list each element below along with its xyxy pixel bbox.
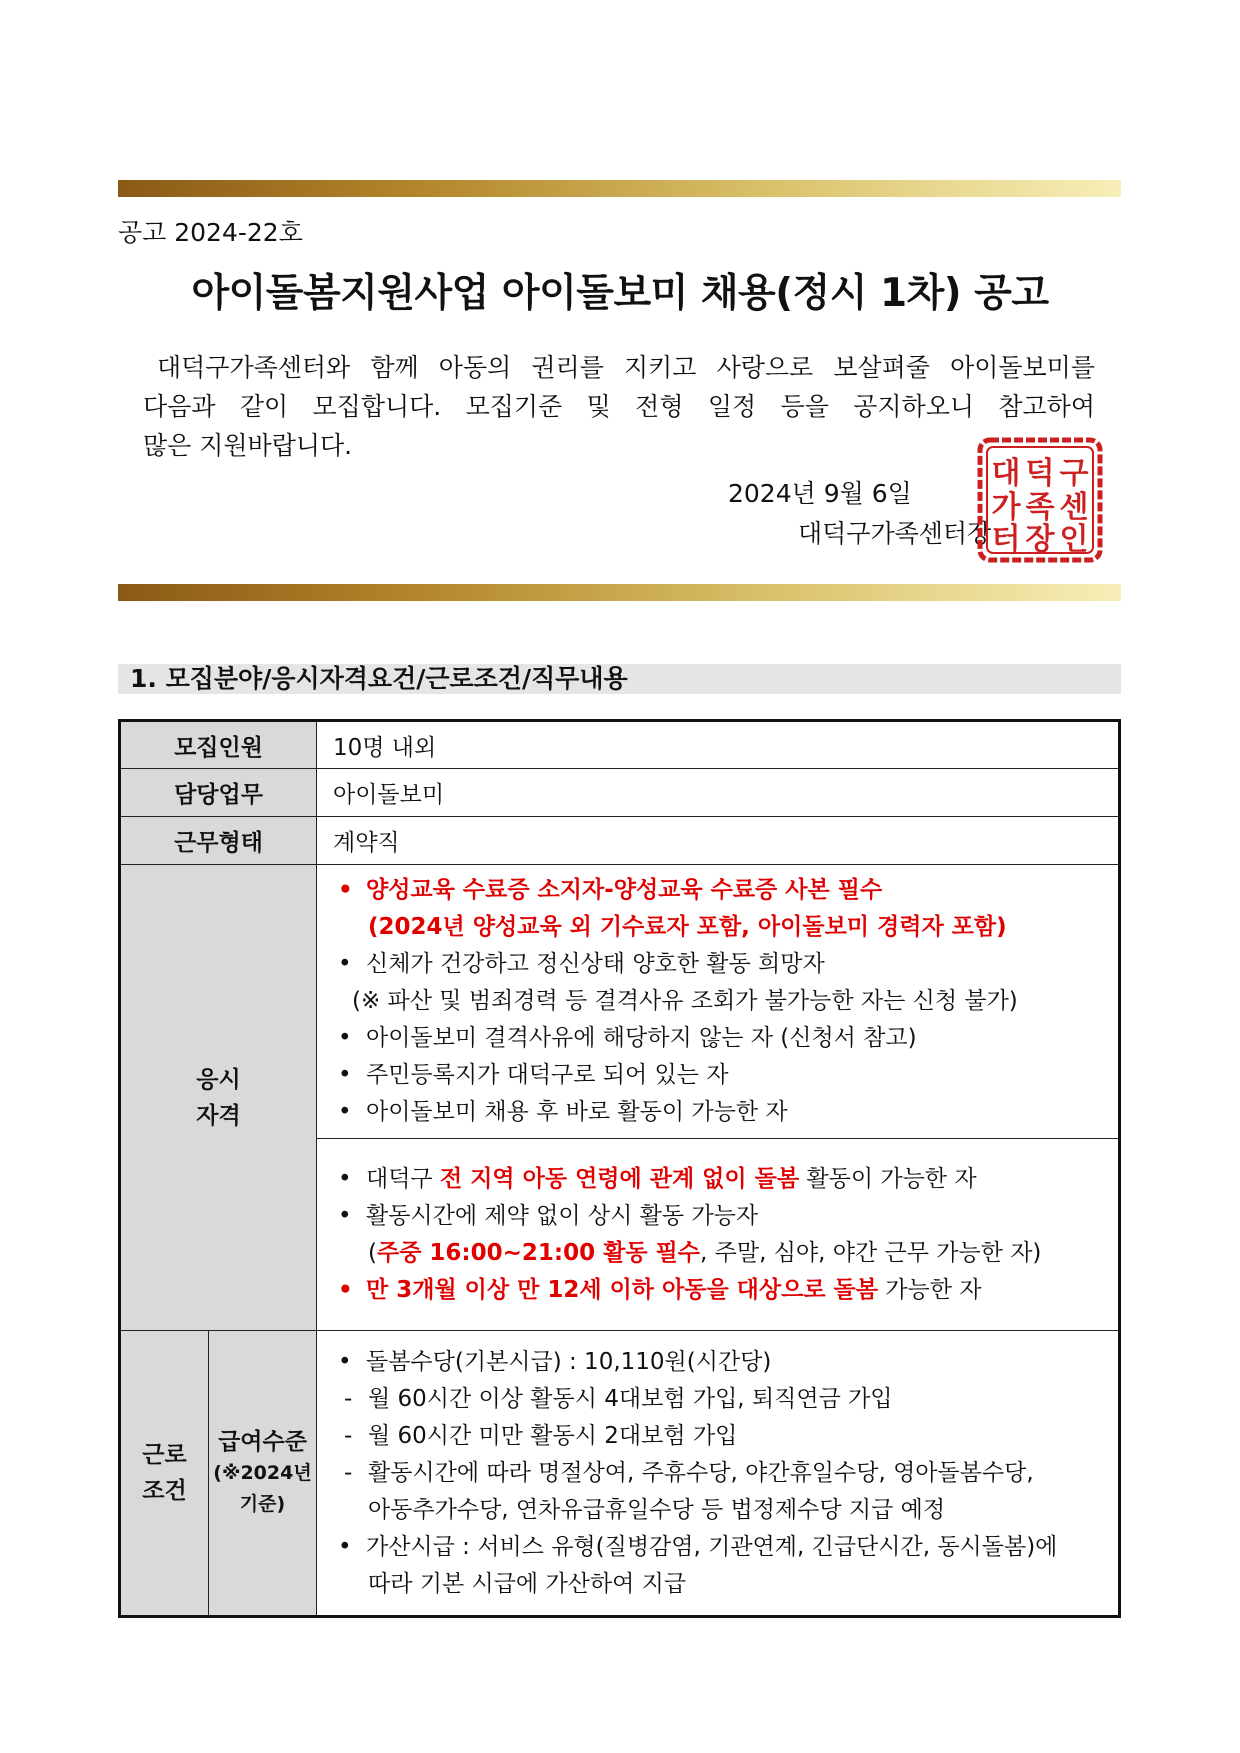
duty-value: 아이돌보미 xyxy=(317,769,1120,817)
list-item: • 가산시급 : 서비스 유형(질병감염, 기관연계, 긴급단시간, 동시돌봄)에 xyxy=(338,1533,1058,1560)
row-work-type xyxy=(120,817,1120,865)
list-item: - 활동시간에 따라 명절상여, 주휴수당, 야간휴일수당, 영아돌봄수당, xyxy=(344,1459,1034,1486)
list-item: (주중 16:00~21:00 활동 필수, 주말, 심야, 야간 근무 가능한 자) xyxy=(368,1239,1042,1266)
list-item: • 활동시간에 제약 없이 상시 활동 가능자 xyxy=(338,1202,759,1229)
working-label-line-1: 근로 xyxy=(142,1442,187,1468)
qualification-label xyxy=(120,865,317,1331)
intro-line-3: 많은 지원바랍니다. xyxy=(143,431,353,460)
page-title: 아이돌봄지원사업 아이돌보미 채용(정시 1차) 공고 xyxy=(191,271,1049,316)
section-1-heading: 1. 모집분야/응시자격요건/근로조건/직무내용 xyxy=(118,664,1121,694)
list-item: - 월 60시간 미만 활동시 2대보험 가입 xyxy=(344,1422,738,1449)
seal-char: 장 xyxy=(1025,522,1055,557)
list-item: - 월 60시간 이상 활동시 4대보험 가입, 퇴직연금 가입 xyxy=(344,1385,893,1412)
qualification-label-line-2: 자격 xyxy=(196,1102,241,1129)
organization-name: 대덕구가족센터장 xyxy=(798,519,992,548)
row-duty xyxy=(120,769,1120,817)
salary-details xyxy=(317,1331,1120,1617)
salary-label xyxy=(209,1331,317,1617)
qualification-label-line-1: 응시 xyxy=(196,1066,241,1093)
seal-char: 대 xyxy=(991,456,1021,491)
intro-line-2: 다음과 같이 모집합니다. 모집기준 및 전형 일정 등을 공지하오니 참고하여 xyxy=(143,392,1095,421)
intro-paragraph xyxy=(143,348,1095,465)
seal-char: 인 xyxy=(1059,522,1089,557)
list-item: (※ 파산 및 범죄경력 등 결격사유 조회가 불가능한 자는 신청 불가) xyxy=(352,988,1018,1014)
seal-char: 가 xyxy=(991,490,1021,525)
list-item: • 양성교육 수료증 소지자-양성교육 수료증 사본 필수 xyxy=(338,877,883,903)
intro-line-1: 대덕구가족센터와 함께 아동의 권리를 지키고 사랑으로 보살펴줄 아이돌보미를 xyxy=(157,353,1095,382)
row-recruit-count xyxy=(120,721,1120,769)
seal-char: 덕 xyxy=(1025,456,1055,491)
recruit-label: 모집인원 xyxy=(120,721,317,769)
list-item: 아동추가수당, 연차유급휴일수당 등 법정제수당 지급 예정 xyxy=(368,1496,946,1523)
row-working-conditions xyxy=(120,1331,1120,1617)
list-item: 따라 기본 시급에 가산하여 지급 xyxy=(368,1570,687,1597)
top-gold-bar xyxy=(118,180,1121,197)
list-item: • 신체가 건강하고 정신상태 양호한 활동 희망자 xyxy=(338,951,825,977)
work-type-value: 계약직 xyxy=(317,817,1120,865)
row-qualification-1 xyxy=(120,865,1120,1139)
list-item: • 만 3개월 이상 만 12세 이하 아동을 대상으로 돌봄 가능한 자 xyxy=(338,1276,982,1303)
work-type-label: 근무형태 xyxy=(120,817,317,865)
seal-char: 족 xyxy=(1025,490,1055,525)
qualification-group-2 xyxy=(317,1139,1120,1331)
recruitment-table xyxy=(118,719,1121,1618)
recruit-value: 10명 내외 xyxy=(317,721,1120,769)
list-item: • 아이돌보미 결격사유에 해당하지 않는 자 (신청서 참고) xyxy=(338,1025,917,1051)
bottom-gold-bar xyxy=(118,584,1121,601)
notice-number: 공고 2024-22호 xyxy=(118,218,303,247)
duty-label: 담당업무 xyxy=(120,769,317,817)
working-label xyxy=(120,1331,209,1617)
salary-note-line-2: 기준) xyxy=(239,1493,286,1515)
notice-date: 2024년 9월 6일 xyxy=(728,479,912,508)
official-seal-icon xyxy=(976,436,1104,564)
seal-char: 터 xyxy=(991,522,1021,557)
salary-label-text: 급여수준 xyxy=(218,1429,307,1455)
list-item: • 아이돌보미 채용 후 바로 활동이 가능한 자 xyxy=(338,1099,788,1125)
qualification-group-1 xyxy=(317,865,1120,1139)
list-item: • 돌봄수당(기본시급) : 10,110원(시간당) xyxy=(338,1348,772,1375)
seal-char: 구 xyxy=(1059,456,1089,491)
list-item: • 대덕구 전 지역 아동 연령에 관계 없이 돌봄 활동이 가능한 자 xyxy=(338,1165,977,1192)
list-item: (2024년 양성교육 외 기수료자 포함, 아이돌보미 경력자 포함) xyxy=(368,914,1007,940)
working-label-line-2: 조건 xyxy=(142,1478,187,1504)
seal-char: 센 xyxy=(1059,490,1089,525)
salary-note-line-1: (※2024년 xyxy=(213,1462,312,1484)
list-item: • 주민등록지가 대덕구로 되어 있는 자 xyxy=(338,1062,729,1088)
